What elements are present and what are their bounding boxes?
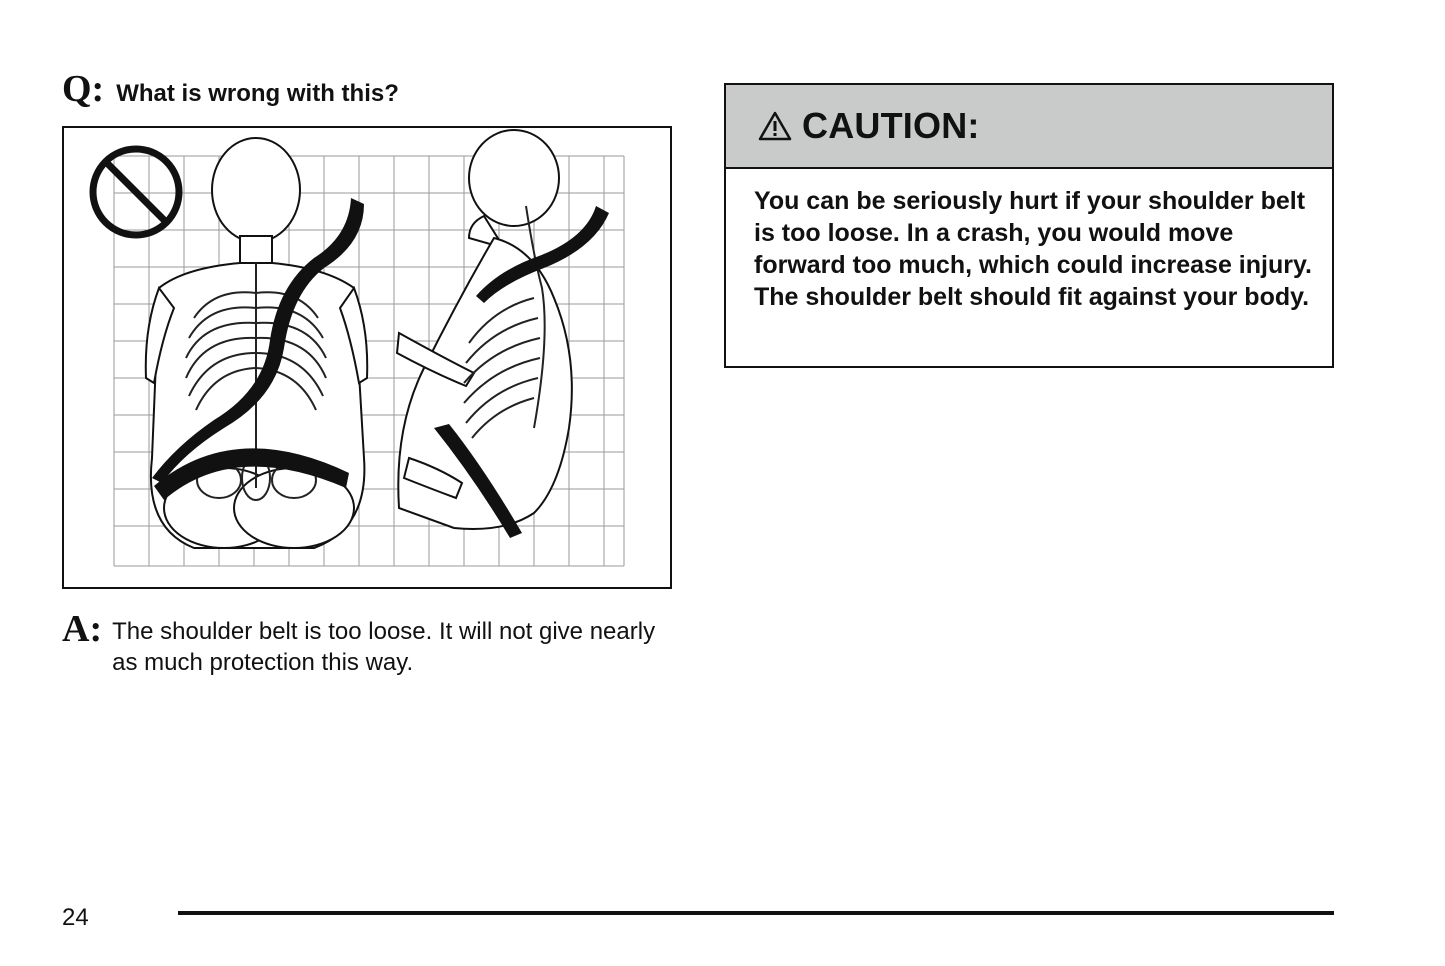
answer-row — [62, 610, 672, 678]
caution-header — [726, 85, 1332, 169]
illustration-drawing — [64, 128, 670, 587]
caution-body: You can be seriously hurt if your shoulder belt is too loose. In a crash, you would move forward too much, which could increase injury. The shoulder belt should fit against your body. — [754, 187, 1312, 311]
seatbelt-illustration — [62, 126, 672, 589]
prohibited-icon — [93, 149, 179, 235]
caution-title: CAUTION: — [802, 105, 980, 146]
caution-box — [724, 83, 1334, 368]
answer-letter: A: — [62, 608, 103, 650]
page-number: 24 — [62, 904, 89, 931]
footer-rule — [178, 911, 1334, 915]
question-letter: Q: — [62, 68, 105, 110]
question-text: What is wrong with this? — [116, 80, 399, 107]
warning-triangle-icon — [758, 111, 792, 141]
question-row — [62, 70, 399, 108]
answer-text: The shoulder belt is too loose. It will not give nearly as much protection this way. — [112, 618, 656, 676]
